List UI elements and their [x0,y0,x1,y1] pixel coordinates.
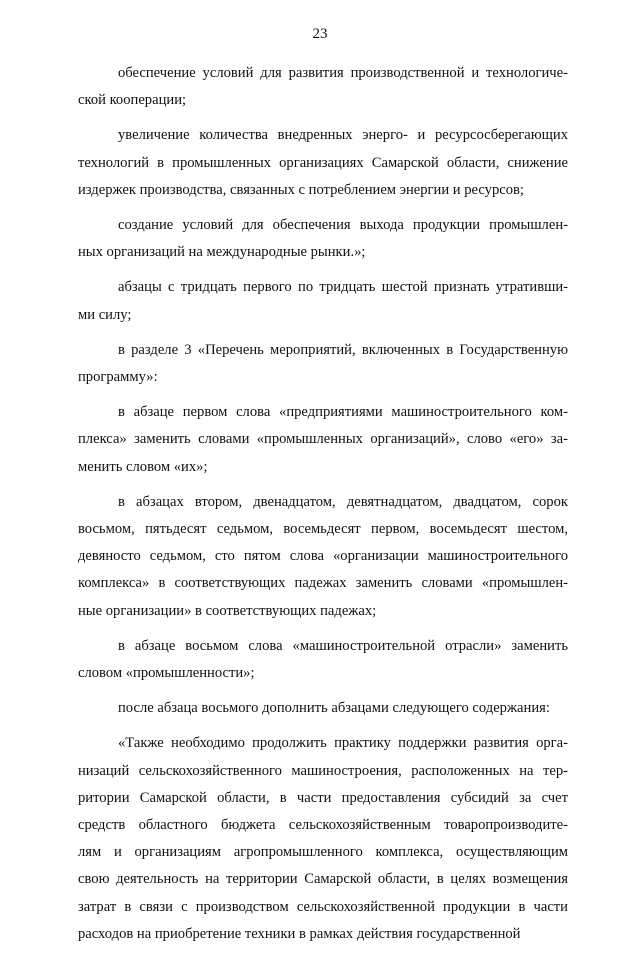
text-line: создание условий для обеспечения выхода продукции промышлен- [118,217,568,234]
text-line: ных организаций на международные рынки.»; [78,244,366,261]
text-line: абзацы с тридцать первого по тридцать шестой признать утративши- [118,279,568,296]
text-line: девяносто седьмом, сто пятом слова «организации машиностроительного [78,548,568,565]
paragraph [78,399,568,481]
text-line: словом «промышленности»; [78,665,255,682]
document-body [78,60,568,956]
text-line: технологий в промышленных организациях Самарской области, снижение [78,154,568,171]
paragraph [78,60,568,114]
text-line: ми силу; [78,306,132,323]
paragraph [78,633,568,687]
text-line: менить словом «их»; [78,458,208,475]
text-line: затрат в связи с производством сельскохозяйственной продукции в части [78,898,568,915]
text-line: после абзаца восьмого дополнить абзацами следующего содержания: [118,700,550,717]
text-line: комплекса» в соответствующих падежах заменить словами «промышлен- [78,575,568,592]
text-line: в абзаце восьмом слова «машиностроительной отрасли» заменить [118,637,568,654]
text-line: ные организации» в соответствующих падежах; [78,602,377,619]
text-line: свою деятельность на территории Самарской области, в целях возмещения [78,871,568,888]
paragraph [78,337,568,391]
text-line: в абзаце первом слова «предприятиями машиностроительного ком- [118,404,568,421]
text-line: средств областного бюджета сельскохозяйственным товаропроизводите- [78,817,568,834]
paragraph [78,730,568,948]
text-line: низаций сельскохозяйственного машиностроения, расположенных на тер- [78,762,568,779]
text-line: издержек производства, связанных с потреблением энергии и ресурсов; [78,181,524,198]
paragraph [78,122,568,204]
paragraph [78,489,568,625]
paragraph [78,695,568,722]
paragraph [78,274,568,328]
text-line: ритории Самарской области, в части предоставления субсидий за счет [78,789,568,806]
text-line: увеличение количества внедренных энерго- и ресурсосберегающих [118,127,568,144]
text-line: лям и организациям агропромышленного комплекса, осуществляющим [78,844,568,861]
paragraph [78,212,568,266]
text-line: ской кооперации; [78,92,187,109]
page-number: 23 [312,26,328,42]
text-line: в разделе 3 «Перечень мероприятий, включенных в Государственную [118,341,568,358]
text-line: в абзацах втором, двенадцатом, девятнадцатом, двадцатом, сорок [118,493,568,510]
text-line: плекса» заменить словами «промышленных организаций», слово «его» за- [78,431,568,448]
text-line: расходов на приобретение техники в рамках действия государственной [78,925,521,942]
text-line: обеспечение условий для развития производственной и технологиче- [118,65,568,81]
text-line: восьмом, пятьдесят седьмом, восемьдесят первом, восемьдесят шестом, [78,521,568,538]
text-line: программу»: [78,369,158,386]
text-line: «Также необходимо продолжить практику поддержки развития орга- [118,735,568,752]
